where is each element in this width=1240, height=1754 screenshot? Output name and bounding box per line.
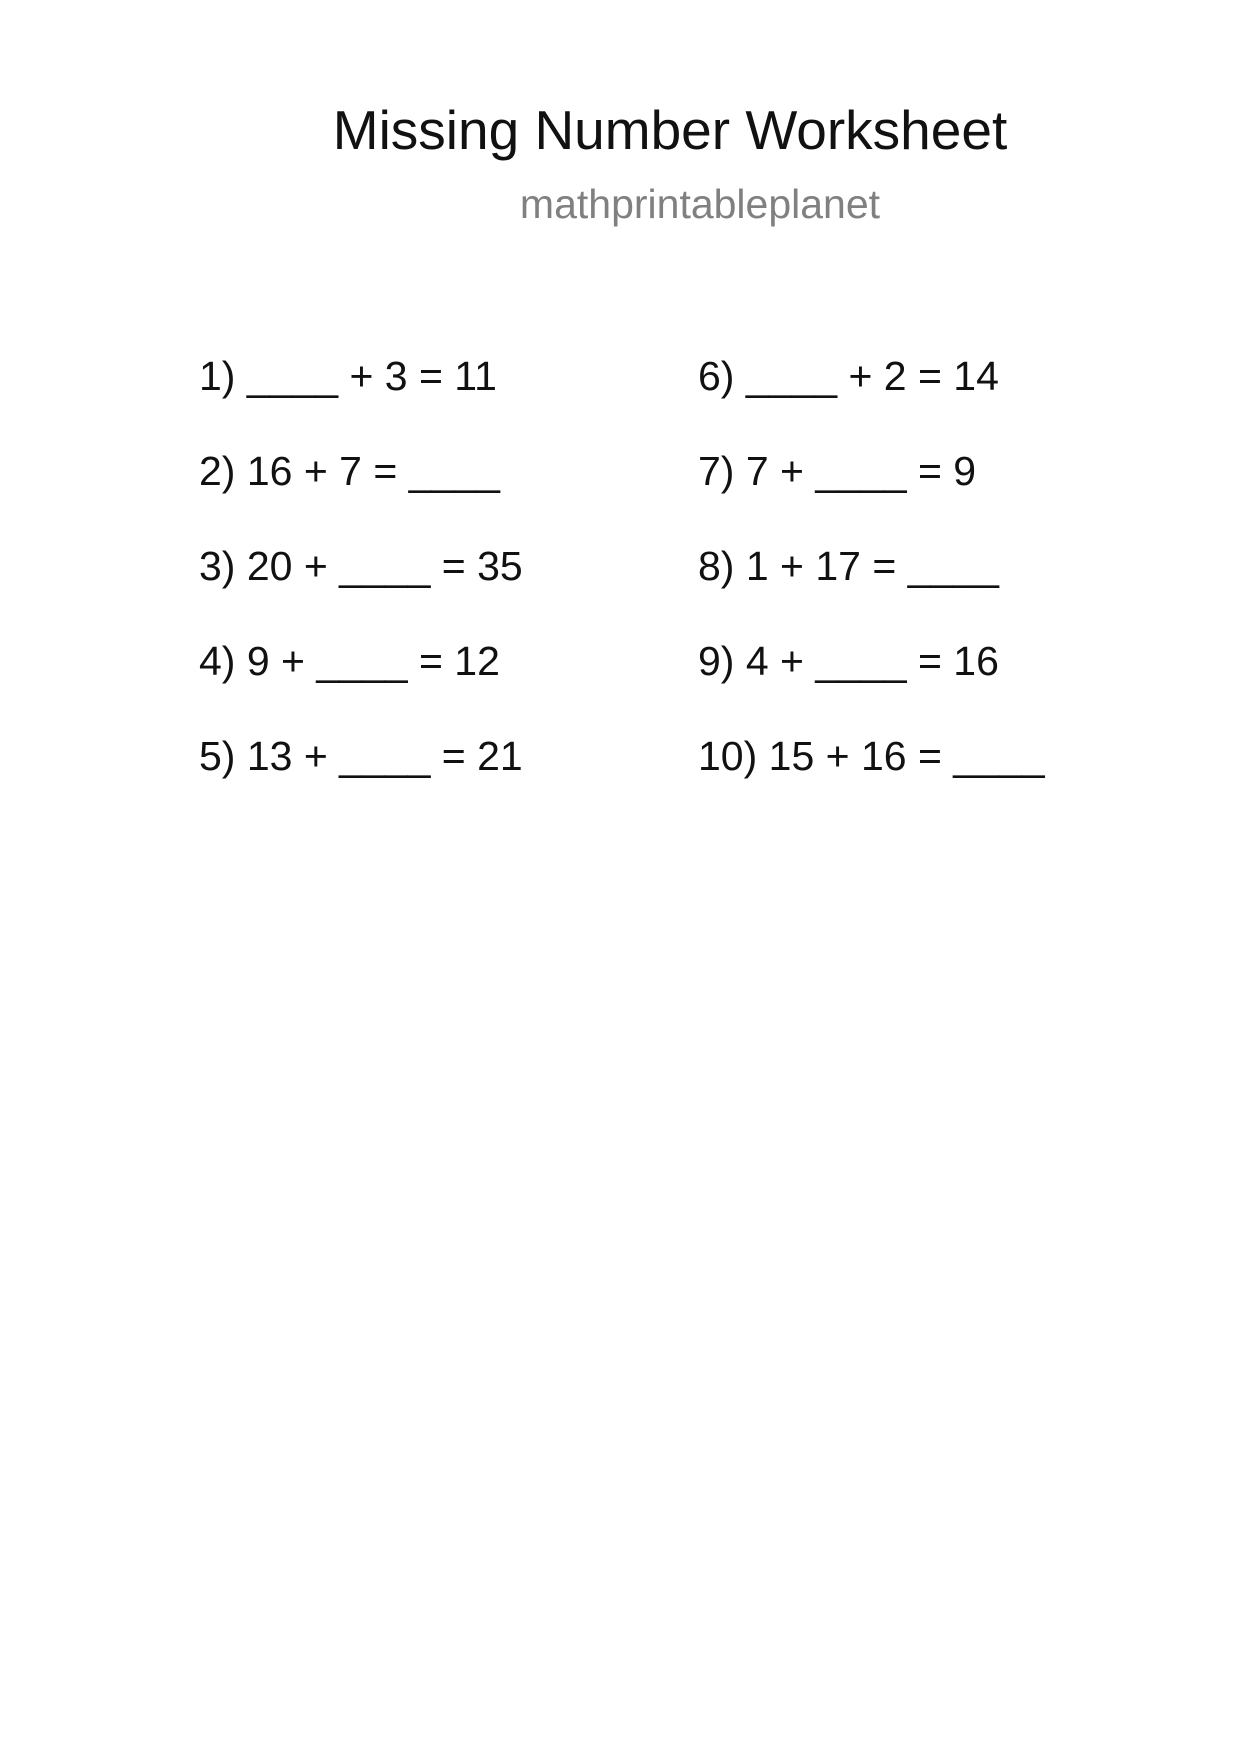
problem-8: 8) 1 + 17 = ____ [698, 543, 999, 589]
worksheet-title: Missing Number Worksheet [332, 99, 1008, 161]
problem-10: 10) 15 + 16 = ____ [698, 733, 1045, 779]
problem-7: 7) 7 + ____ = 9 [698, 448, 977, 494]
problem-6: 6) ____ + 2 = 14 [698, 353, 999, 399]
problem-3: 3) 20 + ____ = 35 [199, 543, 523, 589]
problem-1: 1) ____ + 3 = 11 [199, 353, 497, 399]
source-label: mathprintableplanet [519, 181, 881, 227]
problem-5: 5) 13 + ____ = 21 [199, 733, 523, 779]
problem-9: 9) 4 + ____ = 16 [698, 638, 999, 684]
problem-4: 4) 9 + ____ = 12 [199, 638, 500, 684]
problem-2: 2) 16 + 7 = ____ [199, 448, 500, 494]
